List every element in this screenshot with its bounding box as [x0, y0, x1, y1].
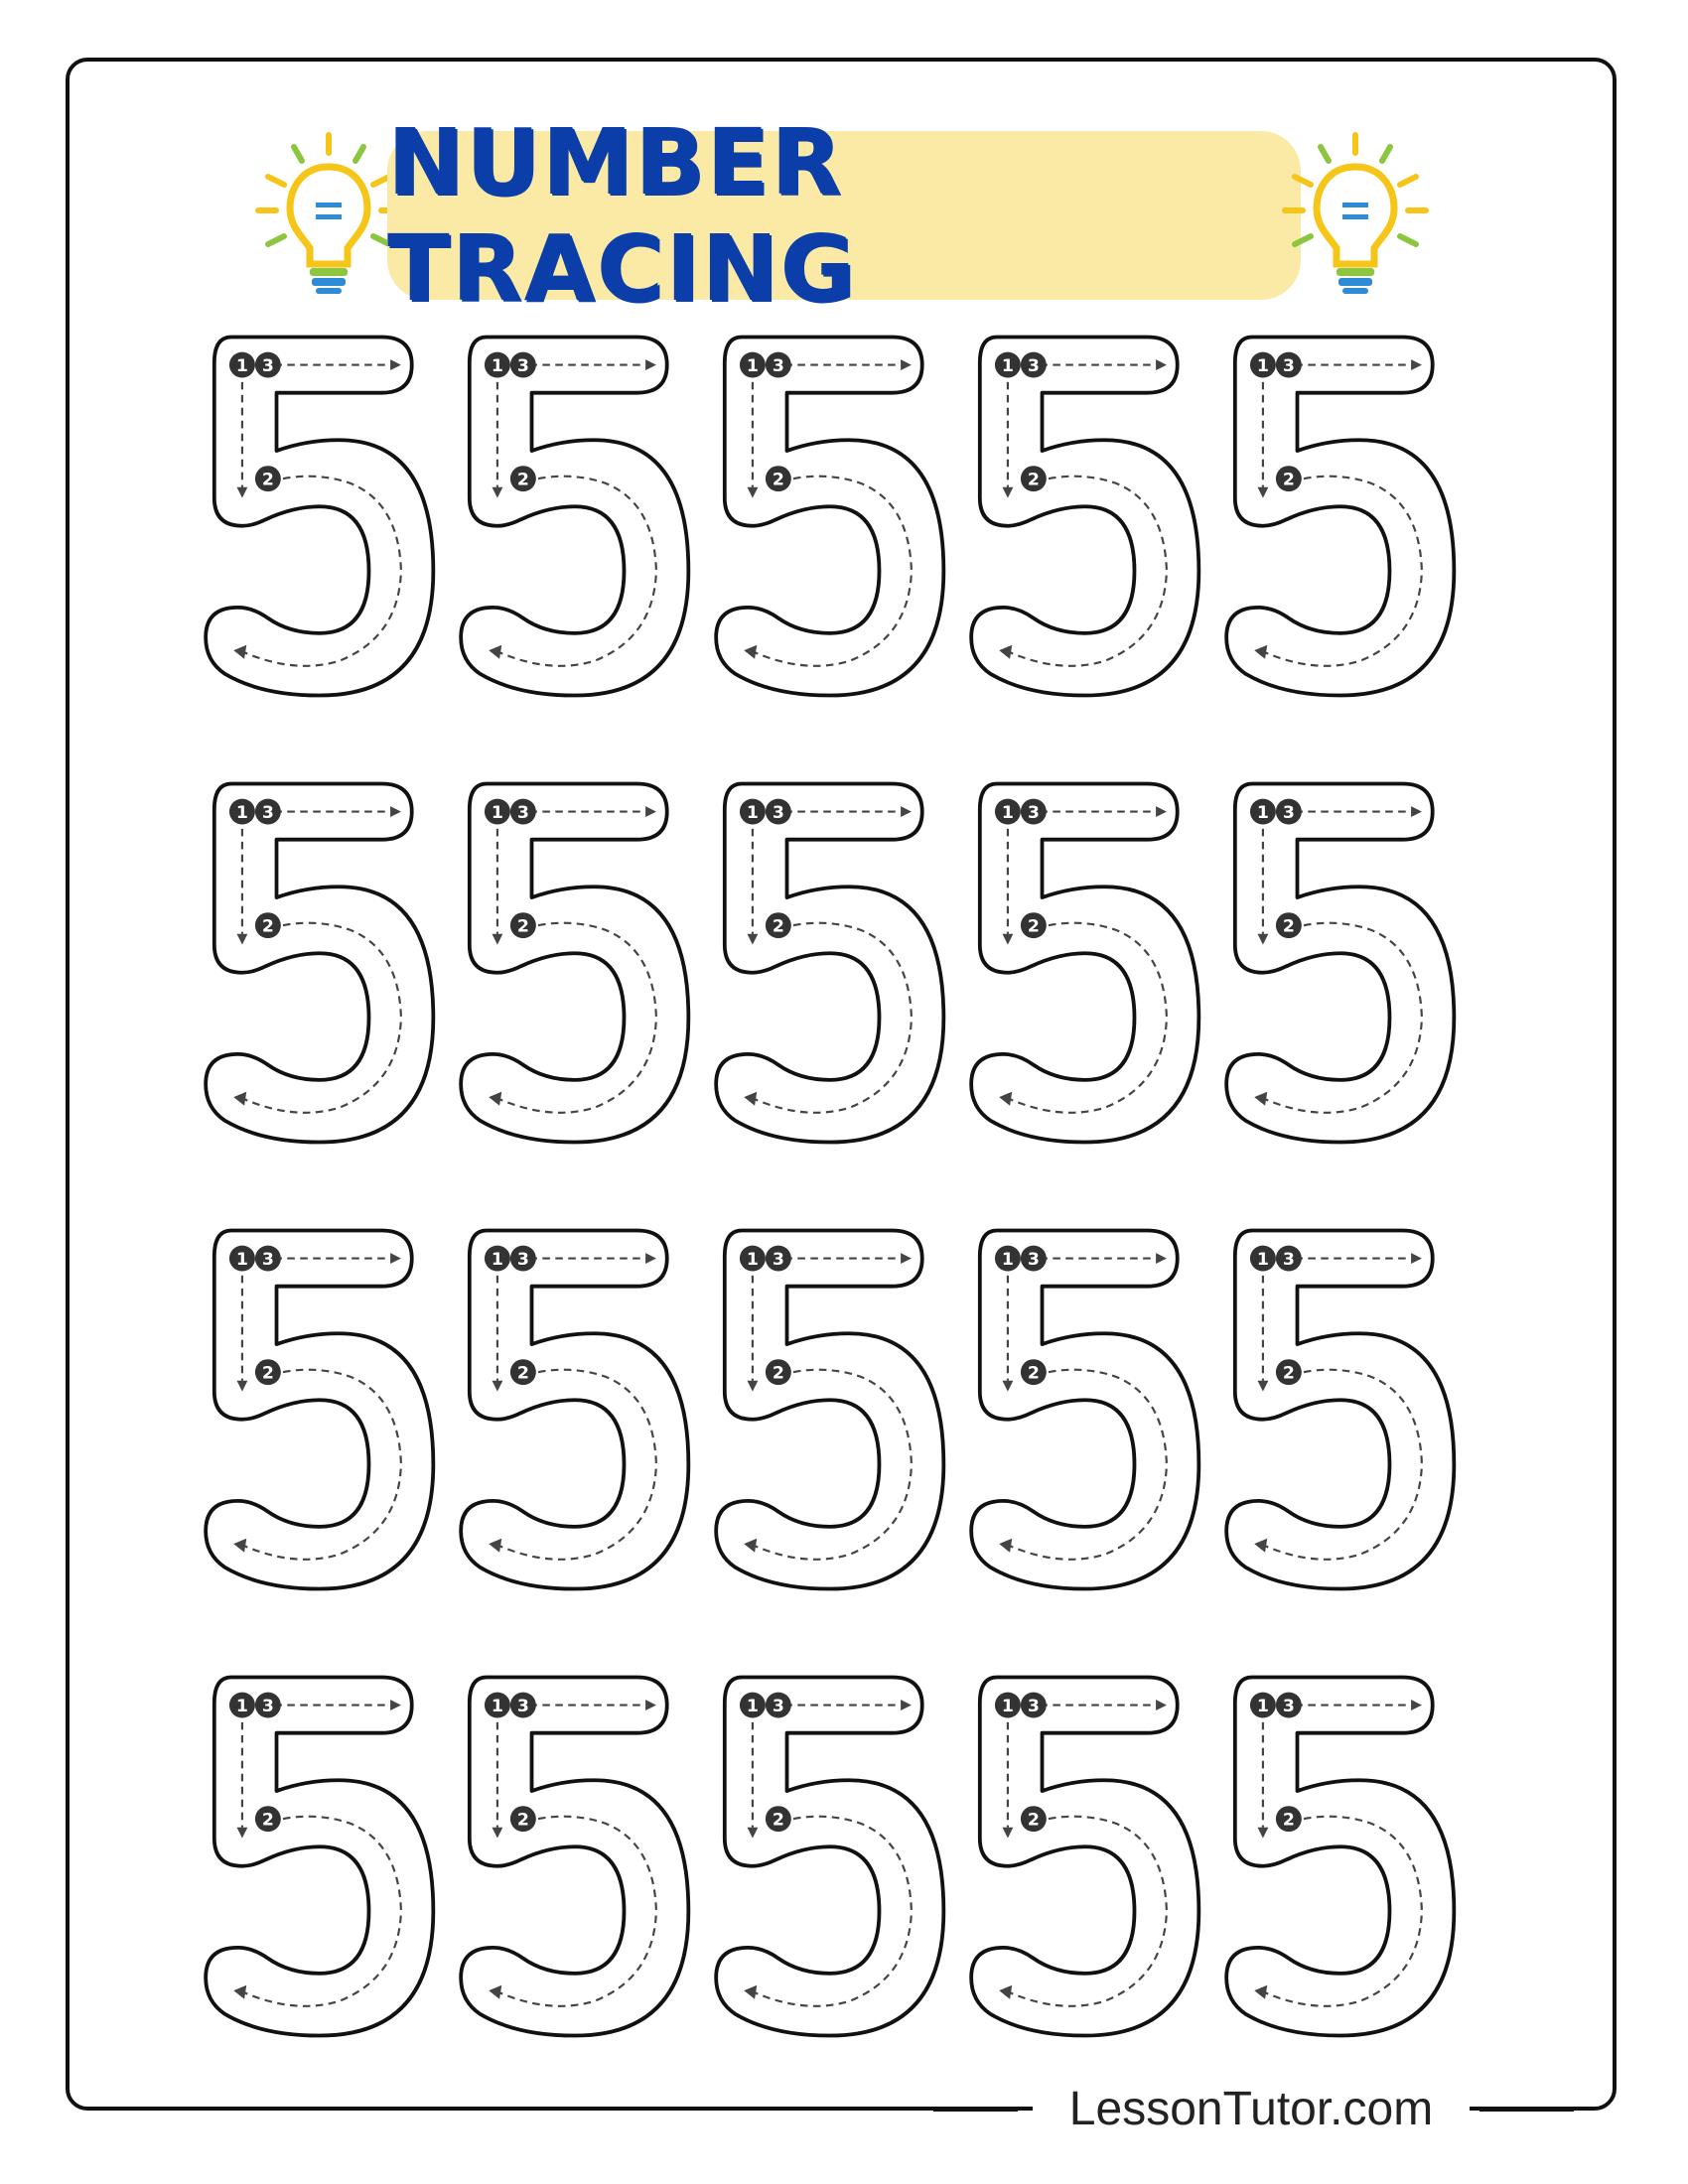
svg-text:1: 1 — [235, 1250, 248, 1271]
stroke-order-badge — [995, 1246, 1021, 1272]
svg-text:3: 3 — [261, 1697, 274, 1717]
stroke-order-badge — [510, 352, 536, 378]
svg-text:1: 1 — [235, 356, 248, 377]
stroke-order-badge — [255, 912, 281, 938]
stroke-order-badge — [766, 912, 791, 938]
svg-text:1: 1 — [491, 356, 503, 377]
stroke-order-badge — [255, 1246, 281, 1272]
svg-text:1: 1 — [1001, 1250, 1014, 1271]
svg-text:3: 3 — [772, 803, 784, 824]
svg-text:2: 2 — [772, 916, 784, 937]
title-banner — [387, 109, 1301, 322]
svg-text:2: 2 — [1027, 1810, 1040, 1831]
tracing-digit — [199, 1211, 447, 1608]
tracing-digit — [199, 318, 447, 715]
tracing-digit — [964, 1211, 1212, 1608]
stroke-order-badge — [740, 1246, 766, 1272]
svg-text:2: 2 — [261, 470, 274, 490]
tracing-digit — [964, 1658, 1212, 2055]
svg-text:3: 3 — [516, 356, 529, 377]
tracing-digit — [1219, 318, 1468, 715]
svg-text:2: 2 — [1282, 470, 1295, 490]
stroke-order-badge — [510, 1806, 536, 1832]
svg-text:3: 3 — [1027, 1250, 1040, 1271]
stroke-order-badge — [995, 352, 1021, 378]
stroke-order-badge — [255, 1806, 281, 1832]
svg-text:2: 2 — [772, 1363, 784, 1384]
svg-text:3: 3 — [1027, 356, 1040, 377]
svg-text:1: 1 — [1256, 803, 1269, 824]
svg-text:3: 3 — [1282, 1250, 1295, 1271]
stroke-order-badge — [1021, 352, 1047, 378]
svg-text:2: 2 — [261, 1363, 274, 1384]
svg-text:1: 1 — [746, 356, 759, 377]
stroke-order-badge — [1021, 799, 1047, 825]
stroke-order-badge — [1021, 1359, 1047, 1385]
svg-text:3: 3 — [516, 1697, 529, 1717]
svg-text:1: 1 — [235, 1697, 248, 1717]
tracing-digit — [454, 1658, 702, 2055]
stroke-order-badge — [766, 799, 791, 825]
stroke-order-badge — [995, 799, 1021, 825]
svg-text:2: 2 — [772, 470, 784, 490]
stroke-order-badge — [1021, 912, 1047, 938]
svg-text:3: 3 — [261, 803, 274, 824]
stroke-order-badge — [1276, 912, 1302, 938]
stroke-order-badge — [255, 352, 281, 378]
svg-text:1: 1 — [746, 803, 759, 824]
stroke-order-badge — [1276, 1246, 1302, 1272]
footer-divider-left — [933, 2108, 1018, 2112]
page-title: NUMBER TRACING — [387, 109, 858, 322]
stroke-order-badge — [485, 352, 510, 378]
svg-text:1: 1 — [746, 1697, 759, 1717]
tracing-digit — [709, 1211, 957, 1608]
lightbulb-icon — [1281, 127, 1430, 306]
stroke-order-badge — [1021, 466, 1047, 491]
tracing-digit — [454, 764, 702, 1161]
svg-text:1: 1 — [1256, 1250, 1269, 1271]
footer-divider-right — [1479, 2108, 1574, 2112]
stroke-order-badge — [510, 466, 536, 491]
stroke-order-badge — [229, 352, 255, 378]
svg-text:1: 1 — [1256, 356, 1269, 377]
stroke-order-badge — [510, 912, 536, 938]
svg-text:3: 3 — [516, 1250, 529, 1271]
tracing-digit — [964, 318, 1212, 715]
tracing-digit — [199, 764, 447, 1161]
lightbulb-icon — [254, 127, 403, 306]
stroke-order-badge — [766, 1693, 791, 1718]
stroke-order-badge — [1276, 1693, 1302, 1718]
tracing-digit — [1219, 764, 1468, 1161]
svg-text:2: 2 — [516, 470, 529, 490]
tracing-digit — [1219, 1211, 1468, 1608]
svg-text:2: 2 — [516, 1363, 529, 1384]
stroke-order-badge — [229, 1693, 255, 1718]
svg-text:1: 1 — [1001, 1697, 1014, 1717]
stroke-order-badge — [485, 799, 510, 825]
svg-text:1: 1 — [491, 1250, 503, 1271]
stroke-order-badge — [766, 466, 791, 491]
stroke-order-badge — [510, 1693, 536, 1718]
svg-text:3: 3 — [1027, 1697, 1040, 1717]
stroke-order-badge — [485, 1246, 510, 1272]
tracing-digit — [1219, 1658, 1468, 2055]
tracing-digit — [454, 318, 702, 715]
stroke-order-badge — [229, 799, 255, 825]
stroke-order-badge — [1250, 352, 1276, 378]
tracing-grid — [199, 318, 1489, 2055]
stroke-order-badge — [510, 1359, 536, 1385]
svg-text:1: 1 — [491, 1697, 503, 1717]
svg-text:2: 2 — [261, 916, 274, 937]
svg-text:3: 3 — [772, 1250, 784, 1271]
stroke-order-badge — [766, 1359, 791, 1385]
svg-text:3: 3 — [1282, 803, 1295, 824]
stroke-order-badge — [255, 466, 281, 491]
svg-text:2: 2 — [772, 1810, 784, 1831]
stroke-order-badge — [255, 1359, 281, 1385]
stroke-order-badge — [510, 799, 536, 825]
svg-text:2: 2 — [1027, 916, 1040, 937]
tracing-digit — [709, 764, 957, 1161]
svg-text:3: 3 — [772, 1697, 784, 1717]
stroke-order-badge — [255, 799, 281, 825]
tracing-digit — [709, 1658, 957, 2055]
stroke-order-badge — [510, 1246, 536, 1272]
stroke-order-badge — [1276, 1359, 1302, 1385]
svg-text:1: 1 — [235, 803, 248, 824]
svg-text:1: 1 — [1001, 356, 1014, 377]
svg-text:2: 2 — [1282, 1363, 1295, 1384]
svg-text:2: 2 — [1282, 1810, 1295, 1831]
stroke-order-badge — [1021, 1693, 1047, 1718]
stroke-order-badge — [1276, 466, 1302, 491]
footer-site: LessonTutor.com — [1033, 2082, 1470, 2137]
svg-text:2: 2 — [1027, 1363, 1040, 1384]
stroke-order-badge — [1276, 1806, 1302, 1832]
stroke-order-badge — [1021, 1806, 1047, 1832]
svg-text:1: 1 — [1256, 1697, 1269, 1717]
stroke-order-badge — [485, 1693, 510, 1718]
stroke-order-badge — [740, 799, 766, 825]
stroke-order-badge — [1276, 352, 1302, 378]
svg-text:1: 1 — [746, 1250, 759, 1271]
tracing-digit — [199, 1658, 447, 2055]
svg-text:3: 3 — [261, 1250, 274, 1271]
stroke-order-badge — [766, 1246, 791, 1272]
stroke-order-badge — [1250, 799, 1276, 825]
tracing-digit — [964, 764, 1212, 1161]
tracing-digit — [454, 1211, 702, 1608]
svg-text:2: 2 — [261, 1810, 274, 1831]
stroke-order-badge — [766, 1806, 791, 1832]
stroke-order-badge — [229, 1246, 255, 1272]
svg-text:3: 3 — [1027, 803, 1040, 824]
svg-text:2: 2 — [516, 1810, 529, 1831]
stroke-order-badge — [1250, 1246, 1276, 1272]
svg-text:1: 1 — [491, 803, 503, 824]
stroke-order-badge — [740, 1693, 766, 1718]
stroke-order-badge — [1276, 799, 1302, 825]
svg-text:3: 3 — [261, 356, 274, 377]
stroke-order-badge — [1021, 1246, 1047, 1272]
stroke-order-badge — [995, 1693, 1021, 1718]
stroke-order-badge — [1250, 1693, 1276, 1718]
svg-text:3: 3 — [1282, 1697, 1295, 1717]
svg-text:2: 2 — [516, 916, 529, 937]
stroke-order-badge — [740, 352, 766, 378]
svg-text:3: 3 — [516, 803, 529, 824]
svg-text:2: 2 — [1282, 916, 1295, 937]
svg-text:2: 2 — [1027, 470, 1040, 490]
svg-text:3: 3 — [1282, 356, 1295, 377]
stroke-order-badge — [255, 1693, 281, 1718]
stroke-order-badge — [766, 352, 791, 378]
svg-text:1: 1 — [1001, 803, 1014, 824]
tracing-digit — [709, 318, 957, 715]
svg-text:3: 3 — [772, 356, 784, 377]
